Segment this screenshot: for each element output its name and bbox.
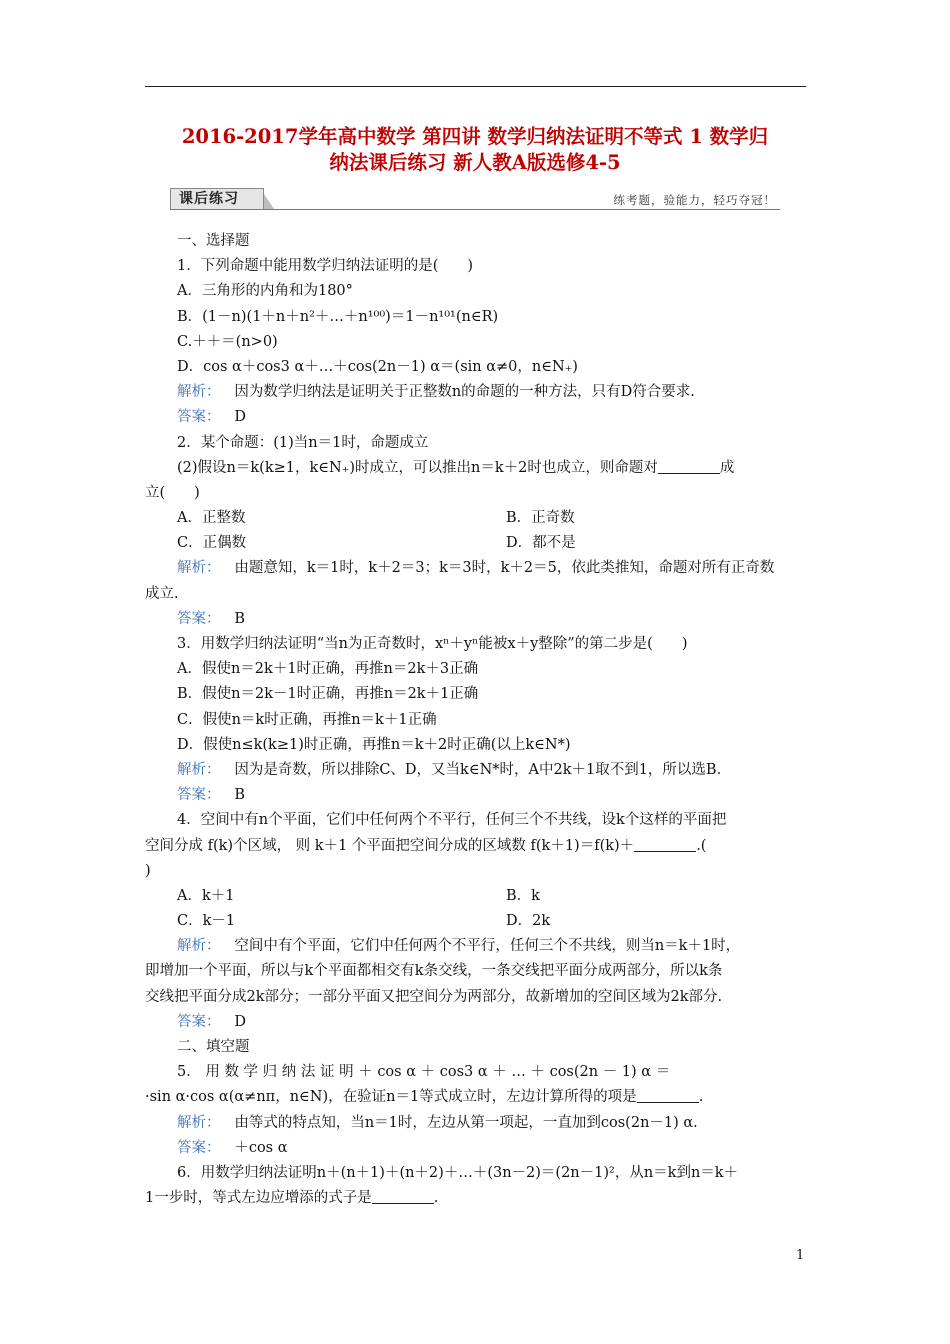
- analysis-line: [145, 1111, 807, 1136]
- answer-line: [145, 607, 807, 632]
- option-row: [145, 506, 807, 531]
- option: B．假使n＝2k－1时正确，再推n＝2k＋1正确: [177, 686, 479, 703]
- answer-text: B: [234, 610, 245, 627]
- option: C．k－1: [177, 913, 236, 930]
- analysis-label: 解析：: [177, 384, 221, 401]
- question-6: 6．用数学归纳法证明n＋(n＋1)＋(n＋2)＋…＋(3n－2)＝(2n－1)²，从n＝k到n＝k＋: [177, 1164, 739, 1181]
- answer-blank: [634, 837, 696, 852]
- answer-line: [145, 1010, 807, 1035]
- exercise-content: [145, 229, 807, 1211]
- question-text: ): [145, 862, 151, 879]
- analysis-text: 由等式的特点知，当n＝1时，左边从第一项起，一直加到cos(2n－1) α.: [234, 1114, 698, 1131]
- question-text-part: ·sin α·cos α(α≠nπ，n∈N)，在验证n＝1等式成立时，左边计算所得的项是: [145, 1089, 637, 1106]
- answer-line: [145, 1136, 807, 1161]
- question-text: [145, 1186, 807, 1211]
- option: B．k: [506, 887, 540, 904]
- answer-label: 答案：: [177, 787, 221, 804]
- title-line-2: 纳法课后练习 新人教A版选修4-5: [329, 151, 621, 174]
- analysis-label: 解析：: [177, 938, 221, 955]
- title-line-1: 2016-2017学年高中数学 第四讲 数学归纳法证明不等式 1 数学归: [181, 125, 769, 148]
- option: D．都不是: [506, 535, 576, 552]
- answer-label: 答案：: [177, 1013, 221, 1030]
- analysis-line: [145, 934, 807, 959]
- analysis-text: 因为是奇数，所以排除C、D，又当k∈N*时，A中2k＋1取不到1，所以选B.: [234, 761, 722, 778]
- option-row: [145, 884, 807, 909]
- banner-tab: 课后练习: [170, 188, 264, 209]
- question-text: [145, 456, 807, 481]
- question-text-part: .(: [696, 837, 707, 854]
- option: D．假使n≤k(k≥1)时正确，再推n＝k＋2时正确(以上k∈N*): [177, 736, 571, 753]
- section-banner: [170, 188, 780, 212]
- question-5: 5． 用 数 学 归 纳 法 证 明 ＋ cos α ＋ cos3 α ＋ … ＋ cos(2n － 1) α ＝: [177, 1064, 671, 1081]
- answer-label: 答案：: [177, 409, 221, 426]
- option: B．正奇数: [506, 510, 575, 527]
- answer-blank: [637, 1088, 699, 1103]
- question-4: 4．空间中有n个平面，它们中任何两个不平行，任何三个不共线，设k个这样的平面把: [177, 812, 727, 829]
- analysis-text: 因为数学归纳法是证明关于正整数n的命题的一种方法，只有D符合要求.: [234, 384, 695, 401]
- analysis-text: 即增加一个平面，所以与k个平面都相交有k条交线，一条交线把平面分成两部分，所以k条: [145, 963, 723, 980]
- analysis-line: [145, 758, 807, 783]
- question-text-part: 空间分成 f(k)个区域， 则 k＋1 个平面把空间分成的区域数 f(k＋1)＝f(k)＋: [145, 837, 635, 854]
- answer-blank: [658, 459, 720, 474]
- question-text-part: .: [433, 1190, 439, 1207]
- answer-text: B: [234, 787, 245, 804]
- option: A．k＋1: [177, 887, 235, 904]
- analysis-label: 解析：: [177, 1114, 221, 1131]
- answer-line: [145, 405, 807, 430]
- answer-label: 答案：: [177, 1139, 221, 1156]
- analysis-text: 由题意知，k＝1时，k＋2＝3；k＝3时，k＋2＝5，依此类推知，命题对所有正奇数: [234, 560, 775, 577]
- option: D．cos α＋cos3 α＋…＋cos(2n－1) α＝(sin α≠0，n∈N₊): [177, 358, 578, 375]
- question-text: [145, 1085, 807, 1110]
- page-number: 1: [796, 1248, 805, 1263]
- analysis-label: 解析：: [177, 560, 221, 577]
- option-row: [145, 909, 807, 934]
- question-text: [145, 834, 807, 859]
- answer-text: D: [234, 1013, 246, 1030]
- analysis-text: 成立.: [145, 585, 179, 602]
- option: C.＋＋＝(n>0): [177, 333, 278, 350]
- option: A．正整数: [177, 510, 246, 527]
- question-3: 3．用数学归纳法证明“当n为正奇数时，xⁿ＋yⁿ能被x＋y整除”的第二步是( ): [177, 636, 688, 652]
- question-text-part: 成: [719, 459, 735, 476]
- question-2: 2．某个命题：(1)当n＝1时，命题成立: [177, 434, 429, 451]
- option-row: [145, 531, 807, 556]
- question-text-part: .: [698, 1089, 704, 1106]
- analysis-label: 解析：: [177, 761, 221, 778]
- option: B．(1－n)(1＋n＋n²＋…＋n¹⁰⁰)＝1－n¹⁰¹(n∈R): [177, 308, 499, 325]
- option: A．假使n＝2k＋1时正确，再推n＝2k＋3正确: [177, 661, 479, 678]
- section-heading: 二、填空题: [177, 1039, 250, 1055]
- answer-text: D: [234, 409, 246, 426]
- banner-rule: [170, 209, 780, 210]
- question-text-part: 1一步时，等式左边应增添的式子是: [145, 1190, 372, 1207]
- option: D．2k: [506, 913, 551, 930]
- option: C．假使n＝k时正确，再推n＝k＋1正确: [177, 711, 437, 728]
- section-heading: 一、选择题: [177, 233, 250, 249]
- document-title: [140, 124, 810, 176]
- question-text-part: (2)假设n＝k(k≥1，k∈N₊)时成立，可以推出n＝k＋2时也成立，则命题对: [177, 459, 658, 476]
- analysis-line: [145, 556, 807, 581]
- answer-blank: [372, 1189, 434, 1204]
- answer-line: [145, 783, 807, 808]
- answer-label: 答案：: [177, 610, 221, 627]
- analysis-text: 交线把平面分成2k部分；一部分平面又把空间分为两部分，故新增加的空间区域为2k部分.: [145, 988, 723, 1005]
- answer-text: ＋cos α: [234, 1139, 288, 1156]
- option: A．三角形的内角和为180°: [177, 283, 353, 300]
- analysis-line: [145, 380, 807, 405]
- question-1: 1．下列命题中能用数学归纳法证明的是( ): [177, 258, 474, 275]
- question-text: 立( ): [145, 484, 200, 501]
- option: C．正偶数: [177, 535, 247, 552]
- analysis-text: 空间中有个平面，它们中任何两个不平行，任何三个不共线，则当n＝k＋1时，: [234, 938, 741, 955]
- banner-tagline: 练考题，验能力，轻巧夺冠！: [613, 193, 776, 207]
- top-rule: [145, 86, 806, 87]
